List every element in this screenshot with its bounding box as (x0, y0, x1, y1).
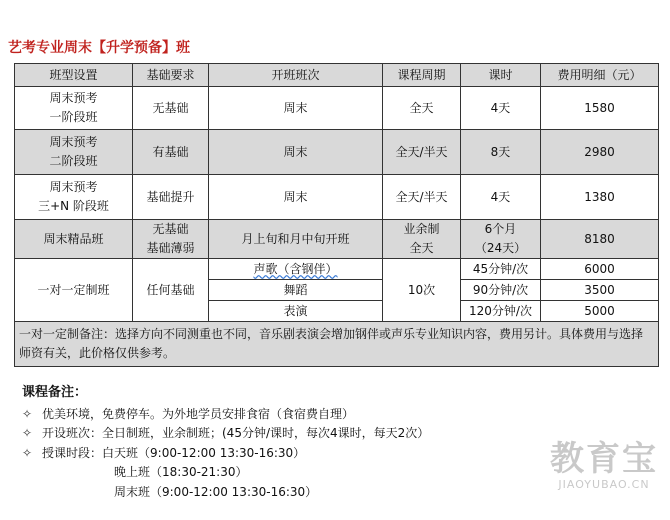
basis-cell: 有基础 (133, 130, 209, 175)
period-cell: 10次 (383, 259, 461, 322)
watermark-logo: 教育宝 JIAOYUBAO.CN (550, 439, 658, 491)
table-header-row (15, 64, 659, 87)
class-type-cell: 周末精品班 (15, 220, 133, 259)
schedule-cell: 周末 (209, 130, 383, 175)
basis-cell: 基础提升 (133, 175, 209, 220)
remark-item (22, 444, 429, 464)
bullet-icon: ✧ (22, 426, 33, 440)
table-row (15, 130, 659, 175)
fee-cell: 2980 (541, 130, 659, 175)
column-header: 开班班次 (209, 64, 383, 87)
remark-item: ✧ 开设班次：全日制班，业余制班；(45分钟/课时，每次4课时，每天2次） (22, 424, 429, 444)
bullet-icon: ✧ (22, 445, 33, 460)
remarks-title: 课程备注： (22, 385, 88, 400)
basis-cell: 无基础 基础薄弱 (133, 220, 209, 259)
period-cell: 全天/半天 (383, 130, 461, 175)
hours-cell: 4天 (461, 175, 541, 220)
course-table (14, 63, 659, 367)
hours-cell: 4天 (461, 87, 541, 130)
hours-cell: 8天 (461, 130, 541, 175)
subject-cell: 表演 (209, 301, 383, 322)
fee-cell: 8180 (541, 220, 659, 259)
period-cell: 全天 (383, 87, 461, 130)
hours-cell: 120分钟/次 (461, 301, 541, 322)
column-header: 班型设置 (15, 64, 133, 87)
schedule-cell: 周末 (209, 87, 383, 130)
fee-cell: 5000 (541, 301, 659, 322)
column-header: 课程周期 (383, 64, 461, 87)
basis-cell: 无基础 (133, 87, 209, 130)
basis-cell: 任何基础 (133, 259, 209, 322)
time-slot: 白天班（9:00-12:00 13:30-16:30） (102, 445, 306, 460)
page-title: 艺考专业周末【升学预备】班 (8, 40, 190, 56)
bullet-icon: ✧ (22, 406, 33, 421)
class-type-cell: 周末预考 一阶段班 (15, 87, 133, 130)
time-slot: 晚上班（18:30-21:30） (114, 465, 248, 479)
table-note-row (15, 322, 659, 367)
course-remarks (22, 383, 429, 502)
schedule-cell: 周末 (209, 175, 383, 220)
column-header: 课时 (461, 64, 541, 87)
fee-cell: 1580 (541, 87, 659, 130)
table-row (15, 87, 659, 130)
subject-cell: 舞蹈 (209, 280, 383, 301)
time-slot: 周末班（9:00-12:00 13:30-16:30） (114, 484, 318, 499)
class-type-cell: 一对一定制班 (15, 259, 133, 322)
fee-cell: 1380 (541, 175, 659, 220)
class-type-cell: 周末预考 二阶段班 (15, 130, 133, 175)
period-cell: 业余制 全天 (383, 220, 461, 259)
class-type-cell: 周末预考 三+N 阶段班 (15, 175, 133, 220)
one-on-one-note: 一对一定制备注：选择方向不同测重也不同，音乐剧表演会增加钢伴或声乐专业知识内容，费用另计。具体费用与选择师资有关，此价格仅供参考。 (15, 322, 659, 367)
hours-cell: 6个月 （24天） (461, 220, 541, 259)
table-row (15, 175, 659, 220)
hours-cell: 90分钟/次 (461, 280, 541, 301)
table-row (15, 220, 659, 259)
column-header: 基础要求 (133, 64, 209, 87)
subject-cell: 声歌（含钢伴） (209, 259, 383, 280)
hours-cell: 45分钟/次 (461, 259, 541, 280)
fee-cell: 6000 (541, 259, 659, 280)
schedule-cell: 月上旬和月中旬开班 (209, 220, 383, 259)
period-cell: 全天/半天 (383, 175, 461, 220)
remark-item: ✧ 优美环境，免费停车。为外地学员安排食宿（食宿费自理） (22, 405, 429, 425)
time-label: 授课时段： (42, 445, 103, 460)
table-row (15, 259, 659, 280)
fee-cell: 3500 (541, 280, 659, 301)
column-header: 费用明细（元） (541, 64, 659, 87)
